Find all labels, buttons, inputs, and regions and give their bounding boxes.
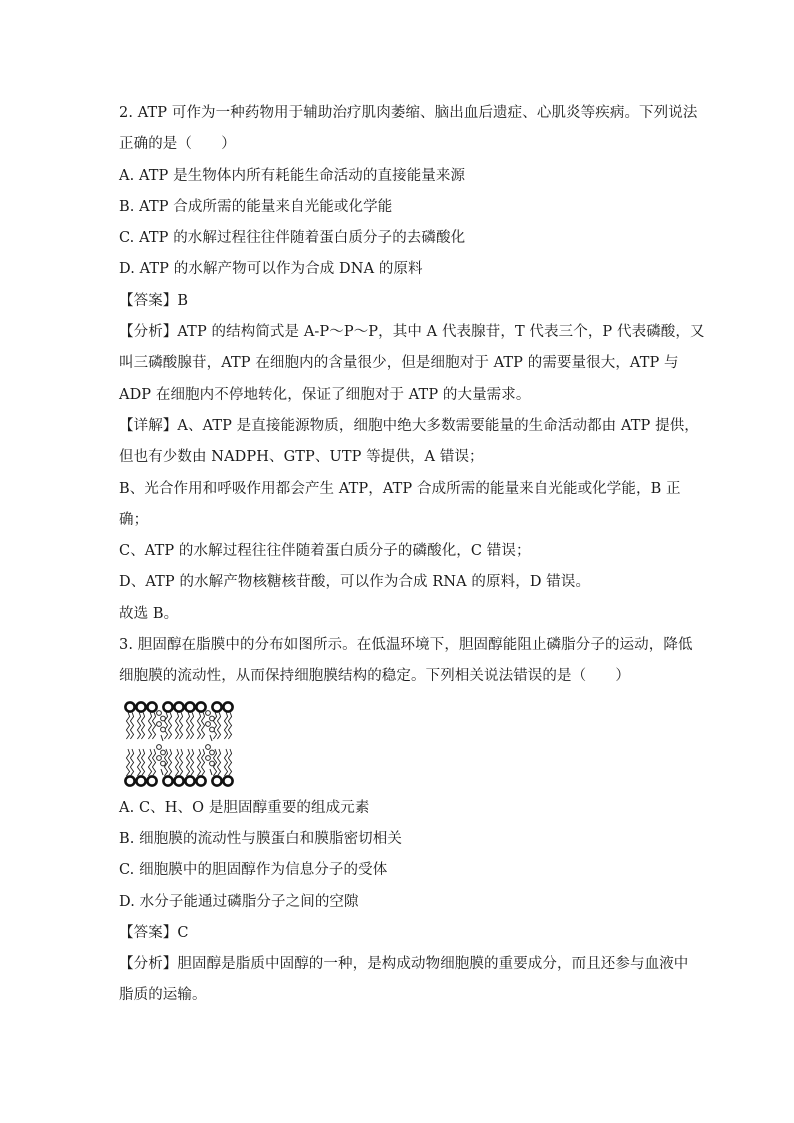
cholesterol-ring — [210, 750, 215, 755]
q3-stem-line-2: 细胞膜的流动性，从而保持细胞膜结构的稳定。下列相关说法错误的是（ ） — [119, 668, 630, 685]
phospholipid-head-top — [147, 702, 156, 711]
phospholipid-head-bottom — [163, 776, 172, 785]
lipid-tail — [137, 712, 140, 739]
phospholipid-head-top — [212, 702, 221, 711]
lipid-tail — [179, 749, 182, 776]
lipid-tail — [186, 749, 189, 776]
q2-detail-line-3: B、光合作用和呼吸作用都会产生 ATP，ATP 合成所需的能量来自光能或化学能，B 正 — [119, 480, 681, 497]
q2-answer: 【答案】B — [119, 292, 189, 309]
lipid-tail — [224, 712, 227, 739]
cholesterol-tail — [161, 769, 163, 775]
cholesterol-tail — [210, 769, 212, 775]
q2-detail-line-4: 确； — [119, 511, 149, 528]
lipid-tail — [175, 712, 178, 739]
q3-analysis-line-1: 【分析】胆固醇是脂质中固醇的一种，是构成动物细胞膜的重要成分，而且还参与血液中 — [119, 956, 689, 973]
lipid-tail — [141, 712, 144, 739]
lipid-tail — [213, 712, 216, 739]
cholesterol-ring — [157, 744, 162, 749]
phospholipid-head-bottom — [147, 776, 156, 785]
phospholipid-head-top — [196, 702, 205, 711]
phospholipid-head-bottom — [136, 776, 145, 785]
q2-stem-line-1: 2. ATP 可作为一种药物用于辅助治疗肌肉萎缩、脑出血后遗症、心肌炎等疾病。下列说法 — [119, 105, 698, 121]
phospholipid-head-bottom — [185, 776, 194, 785]
q2-analysis-line-2: 叫三磷酸腺苷，ATP 在细胞内的含量很少，但是细胞对于 ATP 的需要量很大，ATP 与 — [119, 355, 679, 372]
cholesterol-ring — [157, 710, 162, 715]
q2-option-b: B. ATP 合成所需的能量来自光能或化学能 — [119, 198, 393, 215]
lipid-tail — [130, 749, 133, 776]
q2-detail-line-2: 但也有少数由 NADPH、GTP、UTP 等提供，A 错误； — [119, 449, 484, 466]
lipid-tail — [217, 712, 220, 739]
q2-stem-line-2: 正确的是（ ） — [119, 136, 236, 153]
q3-analysis-line-2: 脂质的运输。 — [119, 987, 207, 1004]
q3-answer: 【答案】C — [119, 924, 189, 941]
cholesterol-ring — [157, 721, 162, 726]
phospholipid-head-bottom — [174, 776, 183, 785]
lipid-tail — [152, 712, 155, 739]
q2-detail-line-5: C、ATP 的水解过程往往伴随着蛋白质分子的磷酸化，C 错误； — [119, 543, 531, 560]
phospholipid-head-bottom — [125, 776, 134, 785]
phospholipid-head-top — [163, 702, 172, 711]
phospholipid-head-top — [125, 702, 134, 711]
phospholipid-head-top — [136, 702, 145, 711]
cholesterol-ring — [157, 755, 162, 760]
cholesterol-tail — [161, 735, 163, 741]
lipid-tail — [148, 749, 151, 776]
q2-option-a: A. ATP 是生物体内所有耗能生命活动的直接能量来源 — [119, 167, 466, 184]
lipid-tail — [228, 712, 231, 739]
cholesterol-ring — [206, 721, 211, 726]
q3-stem-line-1: 3. 胆固醇在脂膜中的分布如图所示。在低温环境下，胆固醇能阻止磷脂分子的运动，降低 — [119, 637, 693, 654]
q3-option-a: A. C、H、O 是胆固醇重要的组成元素 — [119, 799, 370, 816]
cholesterol-ring — [206, 744, 211, 749]
lipid-tail — [228, 749, 231, 776]
q2-conclusion: 故选 B。 — [119, 605, 179, 622]
lipid-tail — [224, 749, 227, 776]
q2-detail-line-1: 【详解】A、ATP 是直接能源物质，细胞中绝大多数需要能量的生命活动都由 ATP 提供， — [119, 417, 699, 434]
cholesterol-ring — [206, 755, 211, 760]
cholesterol-ring — [206, 710, 211, 715]
q2-option-d: D. ATP 的水解产物可以作为合成 DNA 的原料 — [119, 261, 423, 278]
q2-detail-line-6: D、ATP 的水解产物核糖核苷酸，可以作为合成 RNA 的原料，D 错误。 — [119, 574, 591, 591]
lipid-tail — [197, 712, 200, 739]
cholesterol-ring — [161, 716, 166, 721]
phospholipid-head-top — [185, 702, 194, 711]
cholesterol-tail — [210, 735, 212, 741]
lipid-tail — [190, 749, 193, 776]
lipid-tail — [190, 712, 193, 739]
phospholipid-head-top — [223, 702, 232, 711]
cholesterol-ring — [210, 761, 215, 766]
lipid-tail — [148, 712, 151, 739]
lipid-tail — [168, 712, 171, 739]
lipid-tail — [164, 712, 167, 739]
q3-option-c: C. 细胞膜中的胆固醇作为信息分子的受体 — [119, 862, 388, 879]
q3-option-b: B. 细胞膜的流动性与膜蛋白和膜脂密切相关 — [119, 830, 402, 847]
membrane-diagram — [122, 701, 237, 787]
lipid-tail — [141, 749, 144, 776]
lipid-tail — [152, 749, 155, 776]
lipid-tail — [130, 712, 133, 739]
cholesterol-ring — [210, 727, 215, 732]
lipid-tail — [168, 749, 171, 776]
document-content — [119, 98, 705, 1012]
lipid-tail — [126, 749, 129, 776]
cholesterol-ring — [161, 761, 166, 766]
phospholipid-head-bottom — [212, 776, 221, 785]
phospholipid-head-bottom — [196, 776, 205, 785]
lipid-tail — [186, 712, 189, 739]
q2-analysis-line-1: 【分析】ATP 的结构简式是 A-P～P～P，其中 A 代表腺苷，T 代表三个，P 代表磷酸，又 — [119, 324, 705, 341]
cholesterol-ring — [210, 716, 215, 721]
cholesterol-ring — [161, 750, 166, 755]
lipid-tail — [179, 712, 182, 739]
lipid-tail — [201, 749, 204, 776]
phospholipid-head-top — [174, 702, 183, 711]
lipid-tail — [126, 712, 129, 739]
q2-option-c: C. ATP 的水解过程往往伴随着蛋白质分子的去磷酸化 — [119, 230, 466, 247]
membrane-cholesterol-figure — [122, 701, 679, 787]
lipid-tail — [137, 749, 140, 776]
cholesterol-ring — [161, 727, 166, 732]
lipid-tail — [217, 749, 220, 776]
q3-option-d: D. 水分子能通过磷脂分子之间的空隙 — [119, 893, 359, 910]
lipid-tail — [175, 749, 178, 776]
lipid-tail — [197, 749, 200, 776]
lipid-tail — [201, 712, 204, 739]
phospholipid-head-bottom — [223, 776, 232, 785]
q2-analysis-line-3: ADP 在细胞内不停地转化，保证了细胞对于 ATP 的大量需求。 — [119, 386, 531, 403]
